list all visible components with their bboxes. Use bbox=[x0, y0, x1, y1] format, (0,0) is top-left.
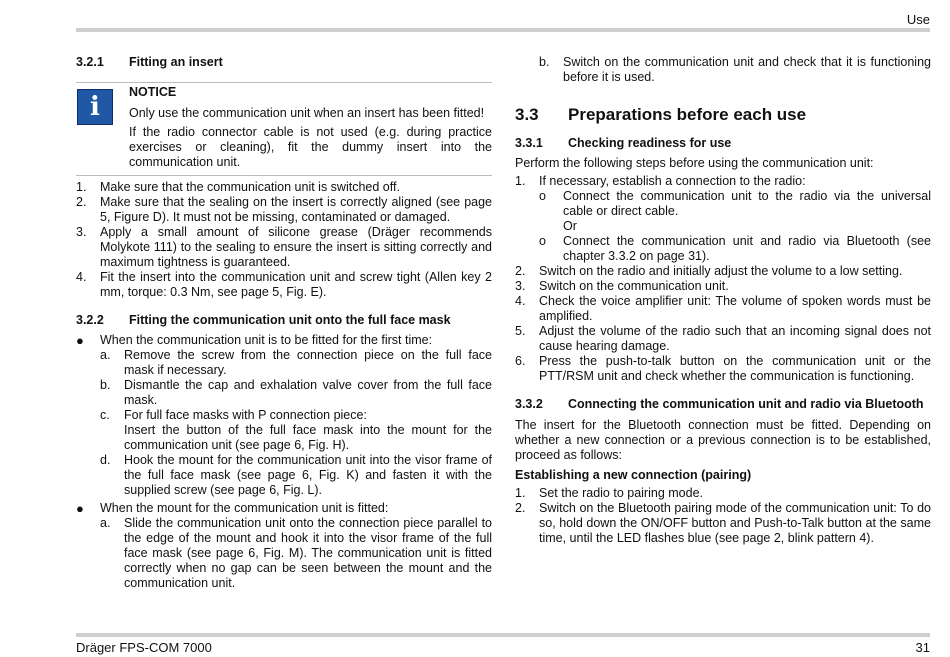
mount-bullet-list-2 bbox=[76, 501, 492, 516]
continued-substep bbox=[539, 55, 931, 85]
list-item bbox=[515, 354, 931, 384]
list-text: Hook the mount for the communication unit into the visor frame of the full face mask (see page 6, Fig. K) and fasten it with the supplied screw (see page 6, Fig. L). bbox=[124, 453, 492, 497]
list-text-line1: For full face masks with P connection piece: bbox=[124, 408, 367, 422]
list-marker: 2. bbox=[76, 195, 87, 209]
list-marker: d. bbox=[100, 453, 111, 467]
list-marker: a. bbox=[100, 516, 111, 530]
section-3-3-heading bbox=[515, 105, 931, 125]
list-text: Press the push-to-talk button on the communication unit or the PTT/RSM unit and check whether the communication is functioning. bbox=[539, 354, 931, 383]
right-column bbox=[515, 55, 931, 546]
sub-marker: o bbox=[539, 189, 546, 203]
list-item bbox=[76, 225, 492, 270]
list-marker: 4. bbox=[76, 270, 87, 284]
fitted-substeps bbox=[100, 516, 492, 591]
first-time-substeps bbox=[100, 348, 492, 498]
option-or: Or bbox=[563, 219, 577, 233]
list-item bbox=[515, 264, 931, 279]
list-marker: 1. bbox=[515, 174, 526, 188]
bullet-item bbox=[76, 501, 492, 516]
section-3-2-2-heading bbox=[76, 313, 492, 328]
list-text bbox=[563, 189, 931, 234]
mount-bullet-list bbox=[76, 333, 492, 348]
left-column bbox=[76, 55, 492, 591]
list-marker: c. bbox=[100, 408, 110, 422]
list-text: Switch on the communication unit. bbox=[539, 279, 729, 293]
notice-title: NOTICE bbox=[129, 85, 177, 99]
bullet-icon: ● bbox=[76, 501, 84, 516]
list-marker: 3. bbox=[76, 225, 87, 239]
footer-product: Dräger FPS-COM 7000 bbox=[76, 640, 212, 655]
list-item bbox=[100, 348, 492, 378]
list-item bbox=[76, 195, 492, 225]
section-title: Connecting the communication unit and radio via Bluetooth bbox=[568, 397, 924, 411]
list-item bbox=[539, 55, 931, 85]
list-text-line2: Insert the button of the full face mask into the mount for the communication unit (see page 6, Fig. H). bbox=[124, 423, 492, 452]
list-marker: 6. bbox=[515, 354, 526, 368]
section-number: 3.2.1 bbox=[76, 55, 104, 69]
list-text: Check the voice amplifier unit: The volume of spoken words must be amplified. bbox=[539, 294, 931, 323]
list-item bbox=[539, 189, 931, 234]
list-text: Adjust the volume of the radio such that an incoming signal does not cause hearing damage. bbox=[539, 324, 931, 353]
section-number: 3.3.2 bbox=[515, 397, 543, 411]
list-text: Slide the communication unit onto the connection piece parallel to the edge of the mount and hook it into the visor frame of the full face mask (see page 6, Fig. M). The communication unit is fitted correctly when no gap can be seen between the mount and the communication unit. bbox=[124, 516, 492, 590]
option-bluetooth: Connect the communication unit and radio via Bluetooth (see chapter 3.3.2 on page 31). bbox=[563, 234, 931, 263]
list-text: Fit the insert into the communication unit and screw tight (Allen key 2 mm, torque: 0.3 Nm, see page 5, Fig. E). bbox=[100, 270, 492, 299]
list-item bbox=[515, 324, 931, 354]
readiness-steps bbox=[515, 174, 931, 384]
section-3-2-1-heading bbox=[76, 55, 492, 70]
list-text: Set the radio to pairing mode. bbox=[539, 486, 703, 500]
pairing-heading: Establishing a new connection (pairing) bbox=[515, 468, 752, 482]
list-item bbox=[539, 234, 931, 264]
connection-options bbox=[539, 189, 931, 264]
list-marker: b. bbox=[100, 378, 111, 392]
list-text: Make sure that the sealing on the insert is correctly aligned (see page 5, Figure D). It must not be missing, contaminated or damaged. bbox=[100, 195, 492, 224]
list-text-main: If necessary, establish a connection to the radio: bbox=[539, 174, 806, 188]
readiness-intro: Perform the following steps before using the communication unit: bbox=[515, 156, 874, 170]
list-marker: 3. bbox=[515, 279, 526, 293]
section-3-3-1-heading bbox=[515, 136, 931, 151]
fitting-steps-list bbox=[76, 180, 492, 300]
list-item bbox=[100, 408, 492, 453]
list-item bbox=[515, 174, 931, 264]
section-title: Checking readiness for use bbox=[568, 136, 732, 150]
list-marker: b. bbox=[539, 55, 550, 69]
bluetooth-intro: The insert for the Bluetooth connection must be fitted. Depending on whether a new connection or a previous connection is to be established, proceed as follows: bbox=[515, 418, 931, 462]
list-marker: 1. bbox=[76, 180, 87, 194]
list-text bbox=[539, 174, 931, 264]
bullet-icon: ● bbox=[76, 333, 84, 348]
list-marker: 1. bbox=[515, 486, 526, 500]
bullet-text: When the mount for the communication unit is fitted: bbox=[100, 501, 389, 515]
option-cable: Connect the communication unit to the radio via the universal cable or direct cable. bbox=[563, 189, 931, 218]
bullet-text: When the communication unit is to be fitted for the first time: bbox=[100, 333, 433, 347]
footer-page-number: 31 bbox=[915, 640, 930, 655]
list-marker: 2. bbox=[515, 264, 526, 278]
section-number: 3.3 bbox=[515, 105, 539, 124]
section-number: 3.3.1 bbox=[515, 136, 543, 150]
list-text: Switch on the Bluetooth pairing mode of the communication unit: To do so, hold down the ON/OFF button and Push-to-Talk button at the same time, until the LED flashes blue (see page 2, blink pattern 4). bbox=[539, 501, 931, 545]
section-title: Fitting an insert bbox=[129, 55, 223, 69]
pairing-steps bbox=[515, 486, 931, 546]
header-rule bbox=[76, 28, 930, 32]
list-text: Remove the screw from the connection piece on the full face mask if necessary. bbox=[124, 348, 492, 377]
info-icon-glyph: i bbox=[90, 92, 100, 122]
list-item bbox=[76, 180, 492, 195]
list-item bbox=[515, 294, 931, 324]
header-section-label: Use bbox=[906, 12, 930, 27]
list-item bbox=[515, 486, 931, 501]
info-icon bbox=[77, 89, 113, 125]
list-text bbox=[124, 408, 492, 453]
list-item bbox=[100, 378, 492, 408]
bullet-item bbox=[76, 333, 492, 348]
list-item bbox=[515, 279, 931, 294]
list-marker: 5. bbox=[515, 324, 526, 338]
footer-rule bbox=[76, 633, 930, 637]
list-marker: a. bbox=[100, 348, 111, 362]
list-text: Make sure that the communication unit is switched off. bbox=[100, 180, 400, 194]
list-text: Switch on the communication unit and check that it is functioning before it is used. bbox=[563, 55, 931, 84]
list-item bbox=[76, 270, 492, 300]
list-item bbox=[100, 453, 492, 498]
list-marker: 2. bbox=[515, 501, 526, 515]
sub-marker: o bbox=[539, 234, 546, 248]
section-title: Preparations before each use bbox=[568, 105, 807, 124]
notice-box bbox=[76, 82, 492, 176]
list-text: Switch on the radio and initially adjust the volume to a low setting. bbox=[539, 264, 903, 278]
notice-text-2: If the radio connector cable is not used (e.g. during practice exercises or cleaning), fit the dummy insert into the communication unit. bbox=[129, 125, 492, 169]
section-3-3-2-heading bbox=[515, 397, 931, 412]
notice-text-1: Only use the communication unit when an insert has been fitted! bbox=[129, 106, 485, 120]
section-number: 3.2.2 bbox=[76, 313, 104, 327]
list-marker: 4. bbox=[515, 294, 526, 308]
list-item bbox=[515, 501, 931, 546]
list-item bbox=[100, 516, 492, 591]
list-text: Apply a small amount of silicone grease (Dräger recommends Molykote 111) to the sealing to ensure the insert is sitting correctly and maximum tightness is guaranteed. bbox=[100, 225, 492, 269]
list-text: Dismantle the cap and exhalation valve cover from the full face mask. bbox=[124, 378, 492, 407]
section-title: Fitting the communication unit onto the full face mask bbox=[129, 313, 451, 327]
